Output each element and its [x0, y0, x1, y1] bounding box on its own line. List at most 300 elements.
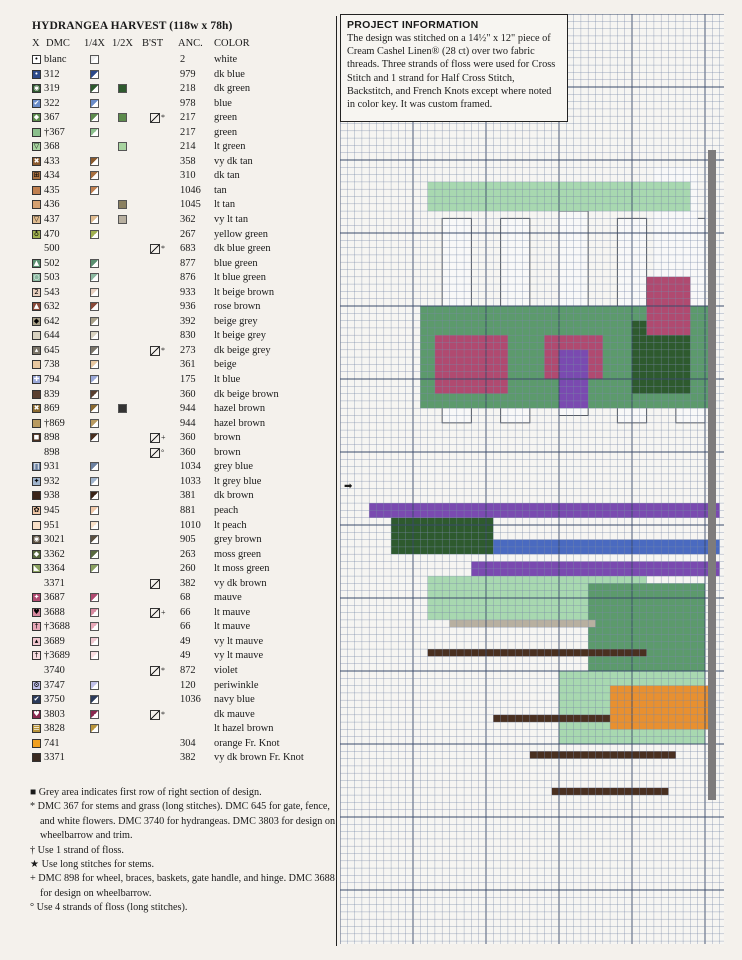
anchor-number: 1033: [180, 475, 201, 487]
dmc-number: 642: [44, 315, 60, 327]
backstitch-note-mark: *: [161, 113, 165, 123]
key-row: [28, 111, 336, 126]
color-name: hazel brown: [214, 403, 266, 415]
stitch-symbol: †: [32, 651, 41, 660]
color-name: mauve: [214, 592, 242, 604]
color-name: vy dk brown: [214, 577, 267, 589]
key-note: † Use 1 strand of floss.: [30, 844, 124, 856]
info-title: PROJECT INFORMATION: [347, 19, 479, 31]
backstitch-swatch: [150, 448, 160, 458]
anchor-number: 979: [180, 68, 196, 80]
key-row: [28, 97, 336, 112]
key-row: [28, 126, 336, 141]
dmc-number: 738: [44, 359, 60, 371]
color-name: moss green: [214, 548, 262, 560]
anchor-number: 218: [180, 83, 196, 95]
dmc-number: 3364: [44, 563, 65, 575]
color-name: lt tan: [214, 199, 236, 211]
anchor-number: 310: [180, 170, 196, 182]
anchor-number: 358: [180, 155, 196, 167]
color-name: dk beige grey: [214, 344, 271, 356]
key-row: [28, 519, 336, 534]
backstitch-swatch: [150, 433, 160, 443]
dmc-number: 869: [44, 403, 60, 415]
color-name: blue: [214, 97, 232, 109]
color-name: lt blue: [214, 374, 241, 386]
header-half: 1/2X: [112, 38, 133, 49]
anchor-number: 263: [180, 548, 196, 560]
color-name: vy lt tan: [214, 214, 249, 226]
stitch-symbol: ☰: [33, 724, 40, 733]
backstitch-note-mark: *: [161, 345, 165, 355]
key-row: [28, 475, 336, 490]
stitch-symbol: ▽: [33, 142, 40, 151]
key-row: [28, 417, 336, 432]
stitch-symbol: [32, 390, 41, 399]
dmc-number: 938: [44, 490, 60, 502]
dmc-number: †3688: [44, 621, 70, 633]
info-text: The design was stitched on a 14½" x 12" piece of Cream Cashel Linen® (28 ct) over two fabric threads. Three strands of floss were used for Cross Stitch and 1 strand for Half Cross Stitch, Backstitch, and French Knots except where noted in color key. It was custom framed.: [347, 33, 556, 111]
stitch-symbol: ◼: [33, 433, 40, 442]
quarter-stitch-swatch: [90, 535, 99, 544]
stitch-symbol: ⊞: [33, 171, 40, 180]
anchor-number: 49: [180, 635, 191, 647]
quarter-stitch-swatch: [90, 55, 99, 64]
chart-area: [340, 14, 724, 944]
half-stitch-swatch: [118, 84, 127, 93]
stitch-symbol: •: [32, 55, 41, 64]
quarter-stitch-swatch: [90, 506, 99, 515]
anchor-number: 872: [180, 664, 196, 676]
key-row: [28, 329, 336, 344]
color-name: dk blue green: [214, 243, 271, 255]
dmc-number: 3362: [44, 548, 65, 560]
quarter-stitch-swatch: [90, 70, 99, 79]
dmc-number: blanc: [44, 54, 67, 65]
anchor-number: 876: [180, 272, 196, 284]
color-name: lt mauve: [214, 621, 251, 633]
chart-background: [340, 14, 724, 944]
color-name: vy lt mauve: [214, 635, 264, 647]
quarter-stitch-swatch: [90, 477, 99, 486]
stitch-symbol: [32, 331, 41, 340]
header-quarter: 1/4X: [84, 38, 105, 49]
color-name: beige: [214, 359, 237, 371]
quarter-stitch-swatch: [90, 331, 99, 340]
backstitch-note-mark: +: [161, 433, 166, 443]
half-stitch-swatch: [118, 200, 127, 209]
project-info-box: [340, 14, 568, 122]
anchor-number: 217: [180, 112, 196, 124]
dmc-number: 645: [44, 344, 60, 356]
key-row: [28, 373, 336, 388]
stitch-symbol: ▽: [33, 215, 40, 224]
anchor-number: 944: [180, 417, 196, 429]
backstitch-swatch: [150, 113, 160, 123]
key-row: [28, 591, 336, 606]
stitch-symbol: [32, 419, 41, 428]
anchor-number: 1036: [180, 694, 201, 706]
color-name: hazel brown: [214, 417, 266, 429]
color-name: tan: [214, 184, 227, 196]
quarter-stitch-swatch: [90, 550, 99, 559]
quarter-stitch-swatch: [90, 462, 99, 471]
header-dmc: DMC: [46, 38, 70, 49]
stitch-symbol: ✦: [33, 476, 40, 485]
key-note: + DMC 898 for wheel, braces, baskets, gate handle, and hinge. DMC 3688 for design on wheelbarrow.: [30, 873, 335, 899]
anchor-number: 933: [180, 286, 196, 298]
color-name: dk green: [214, 83, 251, 95]
color-name: lt beige brown: [214, 286, 275, 298]
anchor-number: 978: [180, 97, 196, 109]
stitch-symbol: ✚: [33, 375, 40, 384]
key-row: [28, 402, 336, 417]
stitch-symbol: [32, 128, 41, 137]
header-x: X: [32, 38, 40, 49]
key-row: [28, 184, 336, 199]
color-name: green: [214, 112, 238, 124]
stitch-symbol: ◆: [33, 113, 40, 122]
anchor-number: 936: [180, 301, 196, 313]
stitch-symbol: ◉: [33, 84, 40, 93]
dmc-number: 500: [44, 243, 60, 255]
color-name: vy dk brown Fr. Knot: [214, 752, 304, 764]
color-name: vy dk tan: [214, 155, 253, 167]
color-name: lt moss green: [214, 563, 270, 575]
key-row: [28, 606, 336, 621]
color-name: lt blue green: [214, 272, 266, 284]
anchor-number: 382: [180, 577, 196, 589]
quarter-stitch-swatch: [90, 215, 99, 224]
color-name: green: [214, 126, 238, 138]
stitch-symbol: [32, 739, 41, 748]
key-row: [28, 271, 336, 286]
quarter-stitch-swatch: [90, 593, 99, 602]
stitch-symbol: •: [32, 70, 41, 79]
backstitch-note-mark: *: [161, 244, 165, 254]
anchor-number: 68: [180, 592, 191, 604]
quarter-stitch-swatch: [90, 433, 99, 442]
anchor-number: 214: [180, 141, 196, 153]
color-name: yellow green: [214, 228, 268, 240]
dmc-number: †367: [44, 126, 65, 138]
stitch-symbol: ♥: [33, 709, 40, 718]
stitch-symbol: ◉: [33, 535, 40, 544]
anchor-number: 360: [180, 432, 196, 444]
anchor-number: 120: [180, 679, 196, 691]
dmc-number: 434: [44, 170, 60, 182]
key-row: [28, 533, 336, 548]
dmc-number: 312: [44, 68, 60, 80]
quarter-stitch-swatch: [90, 651, 99, 660]
anchor-number: 217: [180, 126, 196, 138]
color-name: grey blue: [214, 461, 253, 473]
anchor-number: 830: [180, 330, 196, 342]
dmc-number: 437: [44, 214, 60, 226]
dmc-number: 367: [44, 112, 60, 124]
anchor-number: 683: [180, 243, 196, 255]
key-row: [28, 300, 336, 315]
color-name: grey brown: [214, 534, 262, 546]
stitch-symbol: ✿: [33, 505, 40, 514]
key-rows: [28, 53, 336, 766]
quarter-stitch-swatch: [90, 273, 99, 282]
quarter-stitch-swatch: [90, 346, 99, 355]
stitch-symbol: ▴: [32, 637, 41, 646]
anchor-number: 1010: [180, 519, 201, 531]
quarter-stitch-swatch: [90, 390, 99, 399]
anchor-number: 881: [180, 504, 196, 516]
key-row: [28, 751, 336, 766]
backstitch-swatch: [150, 666, 160, 676]
dmc-number: 951: [44, 519, 60, 531]
quarter-stitch-swatch: [90, 710, 99, 719]
quarter-stitch-swatch: [90, 259, 99, 268]
stitch-symbol: ✦: [33, 593, 40, 602]
backstitch-note-mark: *: [161, 709, 165, 719]
stitch-symbol: ✔: [33, 695, 40, 704]
stitch-symbol: ◆: [33, 549, 40, 558]
dmc-number: 3371: [44, 752, 65, 764]
key-row: [28, 693, 336, 708]
dmc-number: 322: [44, 97, 60, 109]
color-name: dk blue: [214, 68, 245, 80]
quarter-stitch-swatch: [90, 724, 99, 733]
key-row: [28, 286, 336, 301]
backstitch-swatch: [150, 244, 160, 254]
key-row: [28, 489, 336, 504]
quarter-stitch-swatch: [90, 695, 99, 704]
color-name: periwinkle: [214, 679, 259, 691]
dmc-number: 3750: [44, 694, 65, 706]
half-stitch-swatch: [118, 404, 127, 413]
key-row: [28, 635, 336, 650]
key-row: [28, 649, 336, 664]
key-row: [28, 155, 336, 170]
key-row: [28, 679, 336, 694]
dmc-number: 3740: [44, 664, 65, 676]
backstitch-note-mark: °: [161, 447, 165, 457]
color-name: violet: [214, 664, 238, 676]
key-row: [28, 213, 336, 228]
quarter-stitch-swatch: [90, 288, 99, 297]
key-row: [28, 548, 336, 563]
dmc-number: †869: [44, 417, 65, 429]
anchor-number: 273: [180, 344, 196, 356]
stitch-symbol: [32, 491, 41, 500]
key-row: [28, 446, 336, 461]
key-note: ° Use 4 strands of floss (long stitches).: [30, 902, 188, 914]
stitch-symbol: ✖: [33, 404, 40, 413]
color-name: rose brown: [214, 301, 261, 313]
dmc-number: 644: [44, 330, 60, 342]
color-name: dk mauve: [214, 708, 255, 720]
dmc-number: 931: [44, 461, 60, 473]
anchor-number: 175: [180, 374, 196, 386]
quarter-stitch-swatch: [90, 622, 99, 631]
stitch-symbol: ▴: [32, 346, 41, 355]
anchor-number: 362: [180, 214, 196, 226]
dmc-number: 3371: [44, 577, 65, 589]
color-name: dk tan: [214, 170, 240, 182]
quarter-stitch-swatch: [90, 84, 99, 93]
color-name: peach: [214, 504, 239, 516]
color-name: dk brown: [214, 490, 254, 502]
quarter-stitch-swatch: [90, 99, 99, 108]
backstitch-note-mark: *: [161, 665, 165, 675]
key-row: [28, 708, 336, 723]
stitch-symbol: ◆: [33, 316, 40, 325]
quarter-stitch-swatch: [90, 608, 99, 617]
key-row: [28, 620, 336, 635]
dmc-number: 435: [44, 184, 60, 196]
key-row: [28, 68, 336, 83]
grey-first-row-bar: [708, 150, 716, 800]
anchor-number: 1045: [180, 199, 201, 211]
key-row: [28, 722, 336, 737]
color-name: lt mauve: [214, 606, 251, 618]
dmc-number: 741: [44, 737, 60, 749]
color-name: lt green: [214, 141, 246, 153]
key-row: [28, 664, 336, 679]
anchor-number: 905: [180, 534, 196, 546]
stitch-symbol: ◣: [33, 564, 40, 573]
stitch-symbol: [32, 186, 41, 195]
stitch-symbol: †: [32, 622, 41, 631]
anchor-number: 2: [180, 54, 186, 65]
quarter-stitch-swatch: [90, 186, 99, 195]
dmc-number: 3803: [44, 708, 65, 720]
key-row: [28, 169, 336, 184]
key-title: HYDRANGEA HARVEST (118w x 78h): [32, 20, 233, 32]
color-name: navy blue: [214, 694, 255, 706]
key-row: [28, 504, 336, 519]
stitch-symbol: [32, 521, 41, 530]
stitch-symbol: ▲: [33, 302, 40, 311]
anchor-number: 49: [180, 650, 191, 662]
key-row: [28, 344, 336, 359]
key-note: ★ Use long stitches for stems.: [30, 859, 155, 871]
anchor-number: 381: [180, 490, 196, 502]
quarter-stitch-swatch: [90, 564, 99, 573]
color-name: lt hazel brown: [214, 723, 274, 735]
dmc-number: 794: [44, 374, 60, 386]
color-name: orange Fr. Knot: [214, 737, 280, 749]
dmc-number: 436: [44, 199, 60, 211]
anchor-number: 360: [180, 446, 196, 458]
header-bst: B'ST: [142, 38, 164, 49]
dmc-number: 3689: [44, 635, 65, 647]
anchor-number: 260: [180, 563, 196, 575]
center-arrow-icon: ➡: [344, 481, 353, 492]
color-name: beige grey: [214, 315, 258, 327]
quarter-stitch-swatch: [90, 521, 99, 530]
color-name: vy lt mauve: [214, 650, 264, 662]
backstitch-note-mark: +: [161, 607, 166, 617]
dmc-number: 3747: [44, 679, 65, 691]
quarter-stitch-swatch: [90, 128, 99, 137]
key-row: [28, 737, 336, 752]
backstitch-swatch: [150, 346, 160, 356]
quarter-stitch-swatch: [90, 404, 99, 413]
dmc-number: 839: [44, 388, 60, 400]
key-row: [28, 388, 336, 403]
dmc-number: 3021: [44, 534, 65, 546]
key-row: [28, 460, 336, 475]
color-key-panel: [28, 16, 337, 946]
key-row: [28, 228, 336, 243]
key-row: [28, 431, 336, 446]
stitch-symbol: ✔: [33, 98, 40, 107]
anchor-number: 360: [180, 388, 196, 400]
key-row: [28, 315, 336, 330]
anchor-number: 361: [180, 359, 196, 371]
anchor-number: 267: [180, 228, 196, 240]
key-note: * DMC 367 for stems and grass (long stitches). DMC 645 for gate, fence, and white flowers. DMC 3740 for hydrangeas. DMC 3803 for design on wheelbarrow and trim.: [30, 801, 336, 842]
quarter-stitch-swatch: [90, 302, 99, 311]
anchor-number: 382: [180, 752, 196, 764]
backstitch-swatch: [150, 608, 160, 618]
color-name: brown: [214, 446, 241, 458]
dmc-number: 898: [44, 432, 60, 444]
key-notes: [28, 786, 336, 916]
half-stitch-swatch: [118, 215, 127, 224]
dmc-number: 898: [44, 446, 60, 458]
dmc-number: 433: [44, 155, 60, 167]
dmc-number: 470: [44, 228, 60, 240]
dmc-number: 319: [44, 83, 60, 95]
anchor-number: 392: [180, 315, 196, 327]
key-row: [28, 198, 336, 213]
anchor-number: 66: [180, 606, 191, 618]
half-stitch-swatch: [118, 142, 127, 151]
dmc-number: 502: [44, 257, 60, 269]
dmc-number: †3689: [44, 650, 70, 662]
dmc-number: 368: [44, 141, 60, 153]
quarter-stitch-swatch: [90, 375, 99, 384]
color-name: brown: [214, 432, 241, 444]
quarter-stitch-swatch: [90, 681, 99, 690]
key-row: [28, 140, 336, 155]
dmc-number: 932: [44, 475, 60, 487]
header-anc: ANC.: [178, 38, 203, 49]
dmc-number: 543: [44, 286, 60, 298]
quarter-stitch-swatch: [90, 317, 99, 326]
dmc-number: 3828: [44, 723, 65, 735]
color-name: lt peach: [214, 519, 247, 531]
quarter-stitch-swatch: [90, 113, 99, 122]
key-row: [28, 358, 336, 373]
anchor-number: 1034: [180, 461, 201, 473]
dmc-number: 945: [44, 504, 60, 516]
anchor-number: 304: [180, 737, 196, 749]
quarter-stitch-swatch: [90, 419, 99, 428]
backstitch-swatch: [150, 710, 160, 720]
dmc-number: 632: [44, 301, 60, 313]
header-color: COLOR: [214, 38, 250, 49]
quarter-stitch-swatch: [90, 171, 99, 180]
stitch-symbol: ♁: [33, 229, 40, 238]
dmc-number: 503: [44, 272, 60, 284]
color-name: lt grey blue: [214, 475, 262, 487]
backstitch-swatch: [150, 579, 160, 589]
anchor-number: 944: [180, 403, 196, 415]
stitch-symbol: 2: [32, 288, 41, 297]
key-row: [28, 257, 336, 272]
stitch-symbol: ▲: [33, 258, 40, 267]
key-row: [28, 577, 336, 592]
key-row: [28, 53, 336, 68]
